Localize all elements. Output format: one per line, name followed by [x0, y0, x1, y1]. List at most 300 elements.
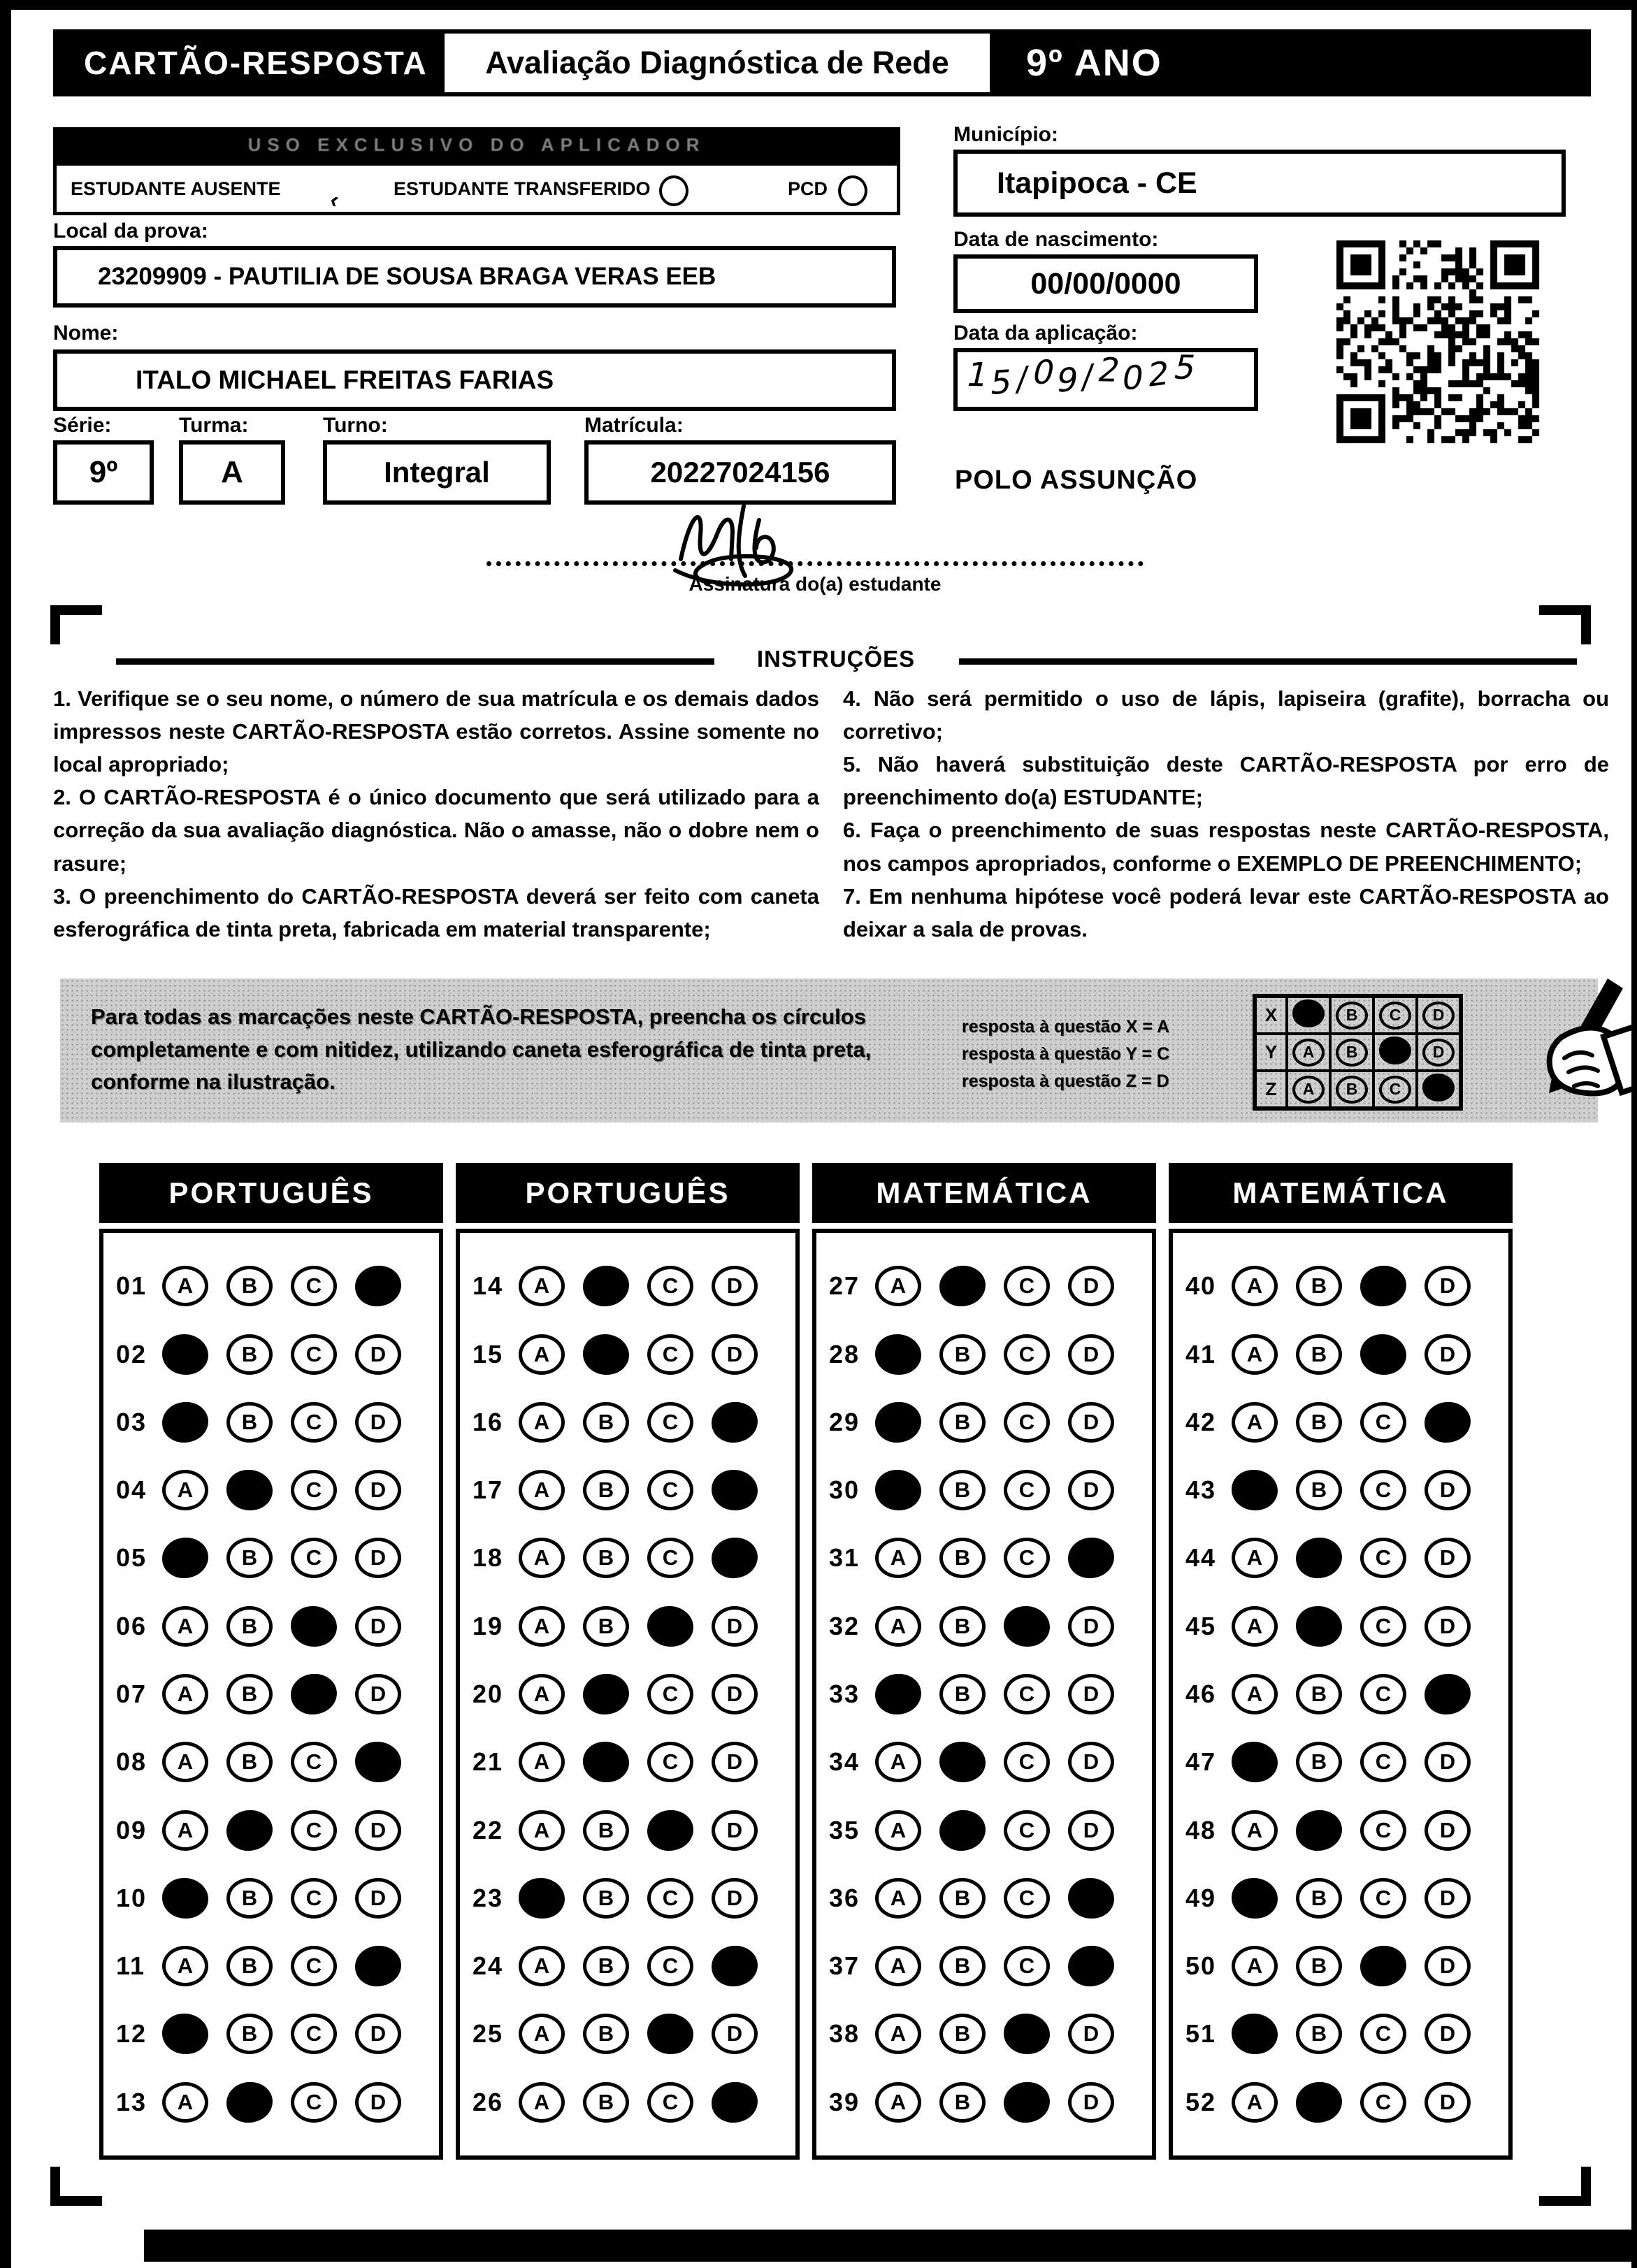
bubble-39-B[interactable]: B	[939, 2082, 986, 2123]
bubble-26-D[interactable]	[711, 2081, 759, 2123]
example-bubble-Y-D: D	[1422, 1039, 1455, 1067]
bubble-19-A[interactable]: A	[519, 1606, 565, 1647]
bubble-50-C[interactable]	[1360, 1944, 1408, 1987]
bubble-07-A[interactable]: A	[162, 1674, 208, 1714]
bubble-42-B[interactable]: B	[1296, 1402, 1342, 1443]
bubble-14-D[interactable]: D	[712, 1266, 758, 1306]
bubble-04-B[interactable]	[226, 1469, 273, 1511]
bubble-32-C[interactable]	[1003, 1605, 1051, 1647]
bubble-22-A[interactable]: A	[519, 1810, 565, 1851]
bubble-28-C[interactable]: C	[1004, 1334, 1050, 1375]
question-number: 29	[829, 1407, 860, 1436]
bubble-15-B[interactable]	[582, 1333, 630, 1375]
instruction-item: 4. Não será permitido o uso de lápis, lapiseira (grafite), borracha ou corretivo;	[843, 686, 1609, 744]
question-number: 40	[1185, 1271, 1217, 1301]
question-row	[116, 1266, 439, 1306]
bubble-14-B[interactable]	[582, 1265, 630, 1308]
aplicacao-label: Data da aplicação:	[953, 322, 1138, 345]
example-text: Para todas as marcações neste CARTÃO-RESPOSTA, preencha os círculos completamente e com nitidez, utilizando caneta esferográfica de tinta preta, conforme na ilustração.	[91, 1004, 872, 1094]
question-number: 07	[116, 1679, 147, 1708]
bubble-22-C[interactable]	[647, 1809, 695, 1851]
bubble-51-B[interactable]: B	[1296, 2014, 1342, 2054]
answer-section	[456, 1163, 800, 2160]
bubble-08-C[interactable]: C	[291, 1742, 337, 1782]
question-row	[1185, 1810, 1508, 1851]
question-number: 14	[473, 1271, 504, 1301]
bubble-18-B[interactable]: B	[583, 1538, 629, 1578]
bubble-30-D[interactable]: D	[1068, 1470, 1114, 1510]
bubble-22-D[interactable]: D	[712, 1810, 758, 1851]
question-row	[116, 1946, 439, 1986]
bubble-31-A[interactable]: A	[875, 1538, 921, 1578]
bubble-30-A[interactable]	[874, 1469, 922, 1511]
question-row	[829, 1810, 1152, 1851]
bubble-34-B[interactable]	[939, 1741, 986, 1783]
bubble-41-B[interactable]: B	[1296, 1334, 1342, 1375]
bubble-20-D[interactable]: D	[712, 1674, 758, 1714]
turma-field	[179, 440, 285, 505]
bubble-39-A[interactable]: A	[875, 2082, 921, 2123]
bubble-11-C[interactable]: C	[291, 1946, 337, 1986]
bubble-39-D[interactable]: D	[1068, 2082, 1114, 2123]
bubble-47-D[interactable]: D	[1425, 1742, 1471, 1782]
bubble-39-C[interactable]	[1003, 2081, 1051, 2123]
bubble-43-C[interactable]: C	[1360, 1470, 1406, 1510]
bubble-42-D[interactable]	[1424, 1401, 1472, 1443]
question-row	[1185, 1742, 1508, 1782]
bubble-03-B[interactable]: B	[226, 1402, 273, 1443]
bubble-02-A[interactable]	[161, 1333, 209, 1375]
bubble-31-D[interactable]	[1067, 1537, 1116, 1580]
question-number: 03	[116, 1407, 147, 1436]
bubble-44-A[interactable]: A	[1232, 1538, 1278, 1578]
example-bubble-Y-C	[1379, 1037, 1411, 1064]
question-row	[116, 1334, 439, 1375]
bubble-29-D[interactable]: D	[1068, 1402, 1114, 1443]
bubble-23-B[interactable]: B	[583, 1878, 629, 1919]
bubble-37-C[interactable]: C	[1004, 1946, 1050, 1986]
question-row	[829, 1402, 1152, 1443]
bubble-10-D[interactable]: D	[355, 1878, 401, 1919]
question-number: 13	[116, 2087, 147, 2116]
question-number: 41	[1185, 1339, 1217, 1368]
bubble-20-B[interactable]	[582, 1673, 630, 1715]
polo-label: POLO ASSUNÇÃO	[955, 465, 1198, 495]
bubble-28-B[interactable]: B	[939, 1334, 986, 1375]
bubble-46-A[interactable]: A	[1232, 1674, 1278, 1714]
bubble-36-A[interactable]: A	[875, 1878, 921, 1919]
instruction-item: 3. O preenchimento do CARTÃO-RESPOSTA deverá ser feito com caneta esferográfica de tinta preta, fabricada em material transparente;	[53, 883, 819, 941]
question-row	[1185, 1878, 1508, 1919]
bottom-registration-bar	[144, 2230, 1637, 2262]
bubble-06-B[interactable]: B	[226, 1606, 273, 1647]
bubble-26-C[interactable]: C	[647, 2082, 693, 2123]
bubble-04-D[interactable]: D	[355, 1470, 401, 1510]
question-number: 35	[829, 1815, 860, 1844]
example-bubble-X-B: B	[1336, 1002, 1368, 1030]
question-number: 21	[473, 1747, 504, 1777]
question-number: 51	[1185, 2019, 1217, 2049]
bubble-45-C[interactable]: C	[1360, 1606, 1406, 1647]
bubble-14-C[interactable]: C	[647, 1266, 693, 1306]
bubble-21-A[interactable]: A	[519, 1742, 565, 1782]
transferred-bubble[interactable]	[659, 175, 688, 206]
corner-mark-top-right	[1539, 605, 1591, 644]
bubble-08-A[interactable]: A	[162, 1742, 208, 1782]
bubble-29-A[interactable]	[874, 1401, 923, 1443]
bubble-07-D[interactable]: D	[355, 1674, 401, 1714]
question-row	[116, 1470, 439, 1510]
bubble-18-C[interactable]: C	[647, 1538, 693, 1578]
bubble-12-C[interactable]: C	[291, 2014, 337, 2054]
bubble-21-C[interactable]: C	[647, 1742, 693, 1782]
question-number: 36	[829, 1883, 860, 1912]
bubble-25-C[interactable]	[647, 2013, 694, 2055]
bubble-51-A[interactable]	[1231, 2013, 1278, 2055]
bubble-29-C[interactable]: C	[1004, 1402, 1050, 1443]
bubble-23-D[interactable]: D	[712, 1878, 758, 1919]
local-label: Local da prova:	[53, 219, 208, 243]
question-row	[116, 1810, 439, 1851]
bubble-52-A[interactable]: A	[1232, 2082, 1278, 2123]
bubble-36-C[interactable]: C	[1004, 1878, 1050, 1919]
bubble-01-C[interactable]: C	[291, 1266, 337, 1306]
bubble-19-D[interactable]: D	[712, 1606, 758, 1647]
bubble-12-B[interactable]: B	[226, 2014, 273, 2054]
bubble-02-D[interactable]: D	[355, 1334, 401, 1375]
bubble-13-A[interactable]: A	[162, 2082, 208, 2123]
bubble-43-A[interactable]	[1231, 1469, 1278, 1511]
question-number: 38	[829, 2019, 860, 2049]
bubble-42-A[interactable]: A	[1232, 1402, 1278, 1443]
bubble-51-D[interactable]: D	[1425, 2014, 1471, 2054]
bubble-16-D[interactable]	[711, 1401, 759, 1443]
bubble-41-D[interactable]: D	[1425, 1334, 1471, 1375]
bubble-32-B[interactable]: B	[939, 1606, 986, 1647]
bubble-50-B[interactable]: B	[1296, 1946, 1342, 1986]
bubble-26-A[interactable]: A	[519, 2082, 565, 2123]
bubble-41-A[interactable]: A	[1232, 1334, 1278, 1375]
bubble-37-B[interactable]: B	[939, 1946, 986, 1986]
bubble-37-A[interactable]: A	[875, 1946, 921, 1986]
bubble-04-C[interactable]: C	[291, 1470, 337, 1510]
bubble-03-A[interactable]	[161, 1401, 210, 1443]
question-number: 05	[116, 1543, 147, 1573]
bubble-31-C[interactable]: C	[1004, 1538, 1050, 1578]
bubble-23-C[interactable]: C	[647, 1878, 693, 1919]
question-row	[473, 1402, 795, 1443]
bubble-50-D[interactable]: D	[1425, 1946, 1471, 1986]
example-bubble-X-C: C	[1379, 1002, 1411, 1030]
section-title: MATEMÁTICA	[812, 1163, 1156, 1223]
instructions-title: INSTRUÇÕES	[756, 646, 916, 672]
bubble-03-C[interactable]: C	[291, 1402, 337, 1443]
bubble-46-D[interactable]	[1424, 1673, 1472, 1715]
bubble-05-C[interactable]: C	[291, 1538, 337, 1578]
bubble-11-A[interactable]: A	[162, 1946, 208, 1986]
bubble-24-C[interactable]: C	[647, 1946, 693, 1986]
question-number: 49	[1185, 1883, 1217, 1912]
bubble-16-A[interactable]: A	[519, 1402, 565, 1443]
question-number: 24	[473, 1951, 504, 1981]
bubble-33-D[interactable]: D	[1068, 1674, 1114, 1714]
bubble-16-B[interactable]: B	[583, 1402, 629, 1443]
bubble-32-A[interactable]: A	[875, 1606, 921, 1647]
bubble-11-D[interactable]	[354, 1944, 403, 1987]
bubble-10-C[interactable]: C	[291, 1878, 337, 1919]
bubble-28-A[interactable]	[874, 1333, 922, 1375]
bubble-24-B[interactable]: B	[583, 1946, 629, 1986]
example-bubble-X-D: D	[1422, 1002, 1455, 1030]
bubble-35-D[interactable]: D	[1068, 1810, 1114, 1851]
bubble-09-C[interactable]: C	[291, 1810, 337, 1851]
bubble-48-C[interactable]: C	[1360, 1810, 1406, 1851]
bubble-43-B[interactable]: B	[1296, 1470, 1342, 1510]
bubble-02-B[interactable]: B	[226, 1334, 273, 1375]
bubble-29-B[interactable]: B	[939, 1402, 986, 1443]
bubble-27-B[interactable]	[939, 1265, 987, 1308]
bubble-08-D[interactable]	[354, 1741, 402, 1783]
bubble-13-D[interactable]: D	[355, 2082, 401, 2123]
question-number: 45	[1185, 1611, 1217, 1640]
bubble-52-C[interactable]: C	[1360, 2082, 1406, 2123]
bubble-31-B[interactable]: B	[939, 1538, 986, 1578]
bubble-02-C[interactable]: C	[291, 1334, 337, 1375]
bubble-35-B[interactable]	[939, 1809, 987, 1851]
bubble-33-B[interactable]: B	[939, 1674, 986, 1714]
signature-label: Assinatura do(a) estudante	[688, 573, 942, 595]
bubble-25-B[interactable]: B	[583, 2014, 629, 2054]
local-field	[53, 246, 896, 308]
local-value: 23209909 - PAUTILIA DE SOUSA BRAGA VERAS EEB	[98, 263, 716, 290]
bubble-12-A[interactable]	[161, 2013, 209, 2055]
example-legend-line: resposta à questão Z = D	[962, 1071, 1169, 1091]
pcd-label: PCD	[788, 178, 828, 199]
question-number: 32	[829, 1611, 860, 1640]
signature-line	[486, 541, 1144, 566]
bubble-49-B[interactable]: B	[1296, 1878, 1342, 1919]
name-label: Nome:	[53, 322, 119, 345]
bubble-52-B[interactable]	[1295, 2081, 1343, 2123]
bubble-03-D[interactable]: D	[355, 1402, 401, 1443]
bubble-17-C[interactable]: C	[647, 1470, 693, 1510]
bubble-40-D[interactable]: D	[1425, 1266, 1471, 1306]
bubble-49-A[interactable]	[1231, 1877, 1278, 1919]
bubble-01-B[interactable]: B	[226, 1266, 273, 1306]
bubble-20-A[interactable]: A	[519, 1674, 565, 1714]
question-row	[473, 2014, 795, 2054]
question-row	[1185, 1470, 1508, 1510]
bubble-17-D[interactable]	[711, 1469, 758, 1511]
bubble-44-C[interactable]: C	[1360, 1538, 1406, 1578]
nascimento-field	[953, 254, 1258, 313]
bubble-20-C[interactable]: C	[647, 1674, 693, 1714]
bubble-38-A[interactable]: A	[875, 2014, 921, 2054]
question-row	[473, 1742, 795, 1782]
instructions-left-column	[53, 682, 819, 946]
bubble-47-B[interactable]: B	[1296, 1742, 1342, 1782]
bubble-35-C[interactable]: C	[1004, 1810, 1050, 1851]
bubble-45-D[interactable]: D	[1425, 1606, 1471, 1647]
bubble-43-D[interactable]: D	[1425, 1470, 1471, 1510]
bubble-07-B[interactable]: B	[226, 1674, 273, 1714]
bubble-06-D[interactable]: D	[355, 1606, 401, 1647]
bubble-04-A[interactable]: A	[162, 1470, 208, 1510]
bubble-07-C[interactable]	[290, 1673, 338, 1715]
grade-label: 9º ANO	[1026, 42, 1162, 84]
bubble-05-B[interactable]: B	[226, 1538, 273, 1578]
bubble-38-B[interactable]: B	[939, 2014, 986, 2054]
bubble-49-D[interactable]: D	[1425, 1878, 1471, 1919]
assessment-title: Avaliação Diagnóstica de Rede	[485, 45, 949, 80]
bubble-16-C[interactable]: C	[647, 1402, 693, 1443]
bubble-08-B[interactable]: B	[226, 1742, 273, 1782]
bubble-44-D[interactable]: D	[1425, 1538, 1471, 1578]
bubble-34-A[interactable]: A	[875, 1742, 921, 1782]
bubble-05-D[interactable]: D	[355, 1538, 401, 1578]
bubble-38-C[interactable]	[1003, 2013, 1051, 2055]
applicator-bar	[53, 127, 900, 162]
bubble-25-A[interactable]: A	[519, 2014, 565, 2054]
bubble-17-A[interactable]: A	[519, 1470, 565, 1510]
nascimento-value: 00/00/0000	[1030, 266, 1181, 301]
bubble-15-C[interactable]: C	[647, 1334, 693, 1375]
bubble-48-B[interactable]	[1295, 1809, 1343, 1851]
bubble-24-A[interactable]: A	[519, 1946, 565, 1986]
bubble-21-B[interactable]	[582, 1741, 630, 1783]
bubble-46-C[interactable]: C	[1360, 1674, 1406, 1714]
instruction-item: 6. Faça o preenchimento de suas respostas neste CARTÃO-RESPOSTA, nos campos apropriados, conforme o EXEMPLO DE PREENCHIMENTO;	[843, 818, 1609, 876]
bubble-10-A[interactable]	[161, 1877, 209, 1919]
bubble-13-B[interactable]	[226, 2081, 274, 2123]
bubble-32-D[interactable]: D	[1068, 1606, 1114, 1647]
bubble-15-A[interactable]: A	[519, 1334, 565, 1375]
bubble-30-B[interactable]: B	[939, 1470, 986, 1510]
bubble-10-B[interactable]: B	[226, 1878, 273, 1919]
answer-grid	[1169, 1229, 1513, 2160]
bubble-09-B[interactable]	[226, 1809, 274, 1851]
instruction-item: 1. Verifique se o seu nome, o número de sua matrícula e os demais dados impressos neste CARTÃO-RESPOSTA estão corretos. Assine somente no local apropriado;	[53, 686, 819, 777]
bubble-11-B[interactable]: B	[226, 1946, 273, 1986]
question-row	[473, 1810, 795, 1851]
matricula-label: Matrícula:	[584, 414, 684, 437]
bubble-48-D[interactable]: D	[1425, 1810, 1471, 1851]
answer-section	[812, 1163, 1156, 2160]
bubble-14-A[interactable]: A	[519, 1266, 565, 1306]
question-row	[116, 2082, 439, 2123]
question-row	[829, 1266, 1152, 1306]
bubble-28-D[interactable]: D	[1068, 1334, 1114, 1375]
example-bubble-Z-C: C	[1379, 1076, 1411, 1104]
bubble-35-A[interactable]: A	[875, 1810, 921, 1851]
name-value: ITALO MICHAEL FREITAS FARIAS	[136, 366, 554, 394]
bubble-15-D[interactable]: D	[712, 1334, 758, 1375]
bubble-18-A[interactable]: A	[519, 1538, 565, 1578]
bubble-34-D[interactable]: D	[1068, 1742, 1114, 1782]
example-row-label: X	[1255, 996, 1287, 1034]
bubble-09-D[interactable]: D	[355, 1810, 401, 1851]
bubble-45-A[interactable]: A	[1232, 1606, 1278, 1647]
bubble-17-B[interactable]: B	[583, 1470, 629, 1510]
bubble-30-C[interactable]: C	[1004, 1470, 1050, 1510]
question-row	[829, 2014, 1152, 2054]
bubble-27-C[interactable]: C	[1004, 1266, 1050, 1306]
bubble-40-C[interactable]	[1360, 1265, 1408, 1308]
bubble-37-D[interactable]	[1067, 1944, 1116, 1987]
bubble-12-D[interactable]: D	[355, 2014, 401, 2054]
bubble-05-A[interactable]	[161, 1537, 210, 1580]
bubble-52-D[interactable]: D	[1425, 2082, 1471, 2123]
bubble-48-A[interactable]: A	[1232, 1810, 1278, 1851]
bubble-33-A[interactable]	[874, 1673, 923, 1715]
question-row	[116, 1674, 439, 1714]
bubble-19-C[interactable]	[647, 1605, 694, 1647]
question-number: 37	[829, 1951, 860, 1981]
bubble-50-A[interactable]: A	[1232, 1946, 1278, 1986]
bubble-47-C[interactable]: C	[1360, 1742, 1406, 1782]
question-row	[473, 1538, 795, 1578]
bubble-36-D[interactable]	[1067, 1877, 1115, 1919]
bubble-42-C[interactable]: C	[1360, 1402, 1406, 1443]
bubble-22-B[interactable]: B	[583, 1810, 629, 1851]
bubble-25-D[interactable]: D	[712, 2014, 758, 2054]
bubble-06-C[interactable]	[290, 1605, 338, 1647]
question-number: 17	[473, 1475, 504, 1505]
turno-field	[323, 440, 551, 505]
bubble-27-D[interactable]: D	[1068, 1266, 1114, 1306]
bubble-26-B[interactable]: B	[583, 2082, 629, 2123]
bubble-36-B[interactable]: B	[939, 1878, 986, 1919]
hand-with-pen-icon	[1425, 953, 1637, 1128]
bubble-40-A[interactable]: A	[1232, 1266, 1278, 1306]
serie-value: 9º	[89, 455, 118, 489]
absent-label: ESTUDANTE AUSENTE	[71, 178, 281, 199]
bubble-06-A[interactable]: A	[162, 1606, 208, 1647]
bubble-38-D[interactable]: D	[1068, 2014, 1114, 2054]
example-bubble-Y-A: A	[1292, 1039, 1325, 1067]
bubble-44-B[interactable]	[1295, 1537, 1343, 1580]
question-number: 06	[116, 1611, 147, 1640]
bubble-40-B[interactable]: B	[1296, 1266, 1342, 1306]
bubble-49-C[interactable]: C	[1360, 1878, 1406, 1919]
bubble-51-C[interactable]: C	[1360, 2014, 1406, 2054]
bubble-27-A[interactable]: A	[875, 1266, 921, 1306]
bubble-46-B[interactable]: B	[1296, 1674, 1342, 1714]
question-number: 52	[1185, 2087, 1217, 2116]
question-row	[1185, 1538, 1508, 1578]
bubble-01-D[interactable]	[354, 1265, 403, 1308]
bubble-01-A[interactable]: A	[162, 1266, 208, 1306]
bubble-45-B[interactable]	[1295, 1605, 1343, 1647]
bubble-24-D[interactable]	[711, 1944, 759, 1987]
instructions-rule-left	[116, 658, 714, 665]
bubble-13-C[interactable]: C	[291, 2082, 337, 2123]
bubble-23-A[interactable]	[518, 1877, 565, 1919]
bubble-21-D[interactable]: D	[712, 1742, 758, 1782]
bubble-41-C[interactable]	[1360, 1333, 1407, 1375]
bubble-19-B[interactable]: B	[583, 1606, 629, 1647]
turma-label: Turma:	[179, 414, 249, 437]
bubble-47-A[interactable]	[1231, 1741, 1278, 1783]
bubble-18-D[interactable]	[711, 1537, 759, 1580]
corner-mark-bottom-left	[50, 2167, 102, 2206]
bubble-09-A[interactable]: A	[162, 1810, 208, 1851]
bubble-33-C[interactable]: C	[1004, 1674, 1050, 1714]
pcd-bubble[interactable]	[838, 175, 867, 206]
question-row	[116, 1402, 439, 1443]
bubble-34-C[interactable]: C	[1004, 1742, 1050, 1782]
answer-grid	[812, 1229, 1156, 2160]
